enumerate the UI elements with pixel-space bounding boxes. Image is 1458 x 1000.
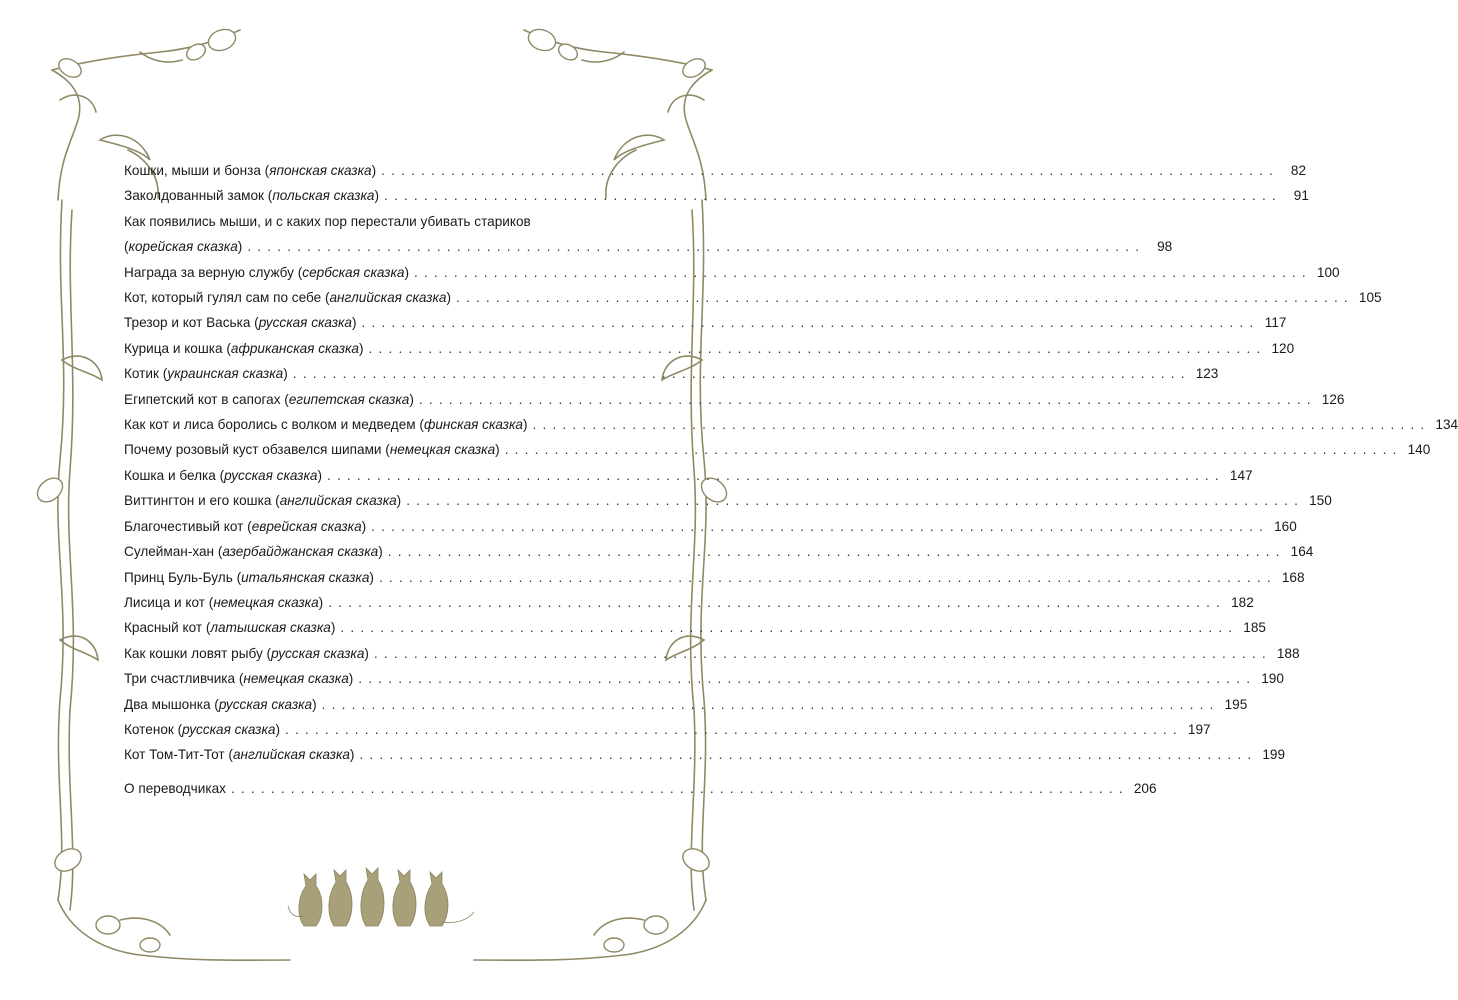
toc-entry-17: Лисица и кот (немецкая сказка) .......................................................................................... 182 (124, 590, 634, 615)
entry-page: 100 (1316, 264, 1340, 280)
entry-genre: финская сказка (423, 417, 523, 433)
entry-title: Лисица и кот (124, 594, 205, 610)
entry-title: Котик (124, 366, 159, 382)
entry-title: Как кошки ловят рыбу (124, 645, 263, 661)
toc-entry-8: Котик (украинская сказка) .......................................................................................... 123 (124, 361, 634, 386)
entry-genre: русская сказка (224, 467, 318, 483)
entry-genre: немецкая сказка (213, 594, 319, 610)
toc-entry-7: Курица и кошка (африканская сказка) .......................................................................................... 120 (124, 336, 634, 361)
entry-genre: латышская сказка (210, 620, 331, 636)
leader-dots: .......................................................................................... (328, 594, 1227, 610)
entry-page: 91 (1293, 188, 1309, 204)
entry-genre: африканская сказка (230, 340, 359, 356)
leader-dots: .......................................................................................... (384, 188, 1282, 204)
entry-genre: немецкая сказка (389, 442, 496, 458)
entry-page: 199 (1262, 747, 1286, 763)
leader-dots: .......................................................................................... (532, 417, 1431, 433)
entry-title: Благочестивый кот (124, 518, 244, 534)
entry-page: 185 (1243, 620, 1266, 636)
toc-entry-15: Сулейман-хан (азербайджанская сказка) .......................................................................................... 164 (124, 539, 634, 564)
leader-dots: .......................................................................................... (358, 671, 1257, 687)
toc-entry-16: Принц Буль-Буль (итальянская сказка) .......................................................................................... 168 (124, 565, 634, 590)
entry-genre: итальянская сказка (241, 569, 370, 585)
entry-page: 126 (1321, 391, 1345, 407)
leader-dots: .......................................................................................... (373, 645, 1272, 661)
entry-title: Как кот и лиса боролись с волком и медведем (124, 417, 416, 433)
leader-dots: .......................................................................................... (359, 747, 1258, 763)
bottom-left-vine (58, 900, 290, 960)
table-of-contents (124, 158, 1458, 801)
entry-page: 206 (1133, 780, 1157, 796)
entry-page: 82 (1290, 163, 1307, 178)
entry-genre: сербская сказка (302, 264, 405, 280)
entry-genre: японская сказка (269, 163, 372, 178)
toc-entry-9: Египетский кот в сапогах (египетская сказка) .......................................................................................... 126 (124, 387, 634, 412)
entry-title: Два мышонка (124, 696, 211, 712)
entry-title: Кот Том-Тит-Тот (124, 747, 225, 763)
entry-genre: русская сказка (182, 721, 276, 737)
toc-entry-5: Кот, который гулял сам по себе (английская сказка) .......................................................................................... 105 (124, 285, 634, 310)
cat-3 (361, 868, 384, 926)
entry-page: 164 (1290, 544, 1314, 560)
toc-entry-19: Как кошки ловят рыбу (русская сказка) .......................................................................................... 188 (124, 641, 634, 666)
entry-genre: польская сказка (272, 188, 375, 204)
toc-entry-4: Награда за верную службу (сербская сказка) .......................................................................................... 100 (124, 260, 634, 285)
entry-page: 147 (1229, 467, 1253, 483)
toc-entry-14: Благочестивый кот (еврейская сказка) .......................................................................................... 160 (124, 514, 634, 539)
leader-dots: .......................................................................................... (321, 696, 1220, 712)
left-stem (58, 200, 64, 900)
toc-entry-translators (124, 776, 1157, 801)
entry-genre: русская сказка (271, 645, 365, 661)
toc-entry-23: Кот Том-Тит-Тот (английская сказка) .......................................................................................... 199 (124, 742, 634, 767)
entry-genre: украинская сказка (167, 366, 284, 382)
toc-entry-2: Заколдованный замок (польская сказка) .......................................................................................... 91 (124, 183, 634, 208)
leader-dots: .......................................................................................... (292, 366, 1191, 382)
toc-entry-10: Как кот и лиса боролись с волком и медведем (финская сказка) .......................................................................................... 134 (124, 412, 634, 437)
entry-title: Награда за верную службу (124, 264, 294, 280)
entry-genre: русская сказка (258, 315, 352, 331)
leader-dots: .......................................................................................... (378, 569, 1277, 585)
entry-page: 105 (1358, 290, 1382, 306)
toc-entry-21: Два мышонка (русская сказка) .......................................................................................... 195 (124, 692, 634, 717)
entry-page: 195 (1224, 696, 1248, 712)
leader-dots: .......................................................................................... (368, 340, 1267, 356)
entry-genre: египетская сказка (288, 391, 410, 407)
entry-title: Кот, который гулял сам по себе (124, 290, 322, 306)
entry-page: 120 (1271, 340, 1295, 356)
entry-title: Красный кот (124, 620, 203, 636)
entry-title: Сулейман-хан (124, 544, 215, 560)
toc-entry-13: Виттингтон и его кошка (английская сказка) .......................................................................................... 150 (124, 488, 634, 513)
entry-page: 160 (1274, 518, 1297, 534)
entry-page: 188 (1276, 645, 1300, 661)
toc-entry-11: Почему розовый куст обзавелся шипами (немецкая сказка) .......................................................................................... 140 (124, 437, 634, 462)
entry-page: 117 (1264, 315, 1287, 331)
entry-title: Трезор и кот Васька (124, 315, 251, 331)
entry-page: 140 (1407, 442, 1431, 458)
entry-title: Три счастливчика (124, 671, 236, 687)
entry-title: Как появились мыши, и с каких пор перестали убивать стариков (124, 213, 531, 229)
bottom-right-vine (474, 900, 706, 960)
entry-page: 134 (1435, 417, 1458, 433)
entry-genre: английская сказка (232, 747, 350, 763)
entry-page: 197 (1187, 721, 1211, 737)
entry-title: Почему розовый куст обзавелся шипами (124, 442, 382, 458)
toc-entry-6: Трезор и кот Васька (русская сказка) .......................................................................................... 117 (124, 310, 634, 335)
entry-page: 182 (1231, 594, 1254, 610)
entry-title: Котенок (124, 721, 174, 737)
leader-dots: .......................................................................................... (247, 239, 1146, 255)
entry-genre: азербайджанская сказка (222, 544, 379, 560)
entry-title: Заколдованный замок (124, 188, 264, 204)
toc-entry-18: Красный кот (латышская сказка) .......................................................................................... 185 (124, 615, 634, 640)
entry-page: 98 (1157, 239, 1173, 255)
cats-illustration (286, 856, 476, 928)
leader-dots: .......................................................................................... (371, 518, 1270, 534)
leader-dots: .......................................................................................... (418, 391, 1317, 407)
leader-dots: .......................................................................................... (361, 315, 1260, 331)
leader-dots: .......................................................................................... (387, 544, 1286, 560)
entry-genre: русская сказка (218, 696, 313, 712)
cat-4 (393, 870, 416, 926)
toc-entry-22: Котенок (русская сказка) .......................................................................................... 197 (124, 717, 634, 742)
leader-dots: .......................................................................................... (326, 467, 1225, 483)
entry-page: 190 (1261, 671, 1284, 687)
entry-page: 123 (1195, 366, 1219, 382)
toc-entry-12: Кошка и белка (русская сказка) .......................................................................................... 147 (124, 463, 634, 488)
entry-title: Египетский кот в сапогах (124, 391, 281, 407)
entry-genre: немецкая сказка (243, 671, 349, 687)
entry-page: 150 (1309, 493, 1332, 509)
leader-dots: .......................................................................................... (406, 493, 1305, 509)
leader-dots: .......................................................................................... (230, 780, 1129, 796)
entry-title: Кошка и белка (124, 467, 216, 483)
leader-dots: .......................................................................................... (413, 264, 1312, 280)
leader-dots: .......................................................................................... (504, 442, 1403, 458)
entry-title: Принц Буль-Буль (124, 569, 233, 585)
toc-entry-3: Как появились мыши, и с каких пор перестали убивать стариков (корейская сказка) .......................................................................................... 98 (124, 209, 634, 260)
entry-title: Кошки, мыши и бонза (124, 163, 261, 178)
leader-dots: .......................................................................................... (381, 163, 1280, 178)
entry-genre: еврейская сказка (251, 518, 362, 534)
leader-dots: .......................................................................................... (456, 290, 1354, 306)
toc-entry-20: Три счастливчика (немецкая сказка) .......................................................................................... 190 (124, 666, 634, 691)
entry-title: Виттингтон и его кошка (124, 493, 272, 509)
entry-genre: английская сказка (279, 493, 397, 509)
entry-genre: корейская сказка (128, 239, 238, 255)
entry-title: О переводчиках (124, 780, 226, 796)
entry-page: 168 (1281, 569, 1305, 585)
cat-2 (329, 870, 352, 926)
toc-entry-1: Кошки, мыши и бонза (японская сказка) .......................................................................................... 82 (124, 158, 634, 183)
entry-title: Курица и кошка (124, 340, 223, 356)
cat-1 (299, 874, 322, 926)
entry-genre: английская сказка (329, 290, 447, 306)
leader-dots: .......................................................................................... (284, 721, 1183, 737)
cat-5 (425, 872, 448, 926)
leader-dots: .......................................................................................... (340, 620, 1239, 636)
